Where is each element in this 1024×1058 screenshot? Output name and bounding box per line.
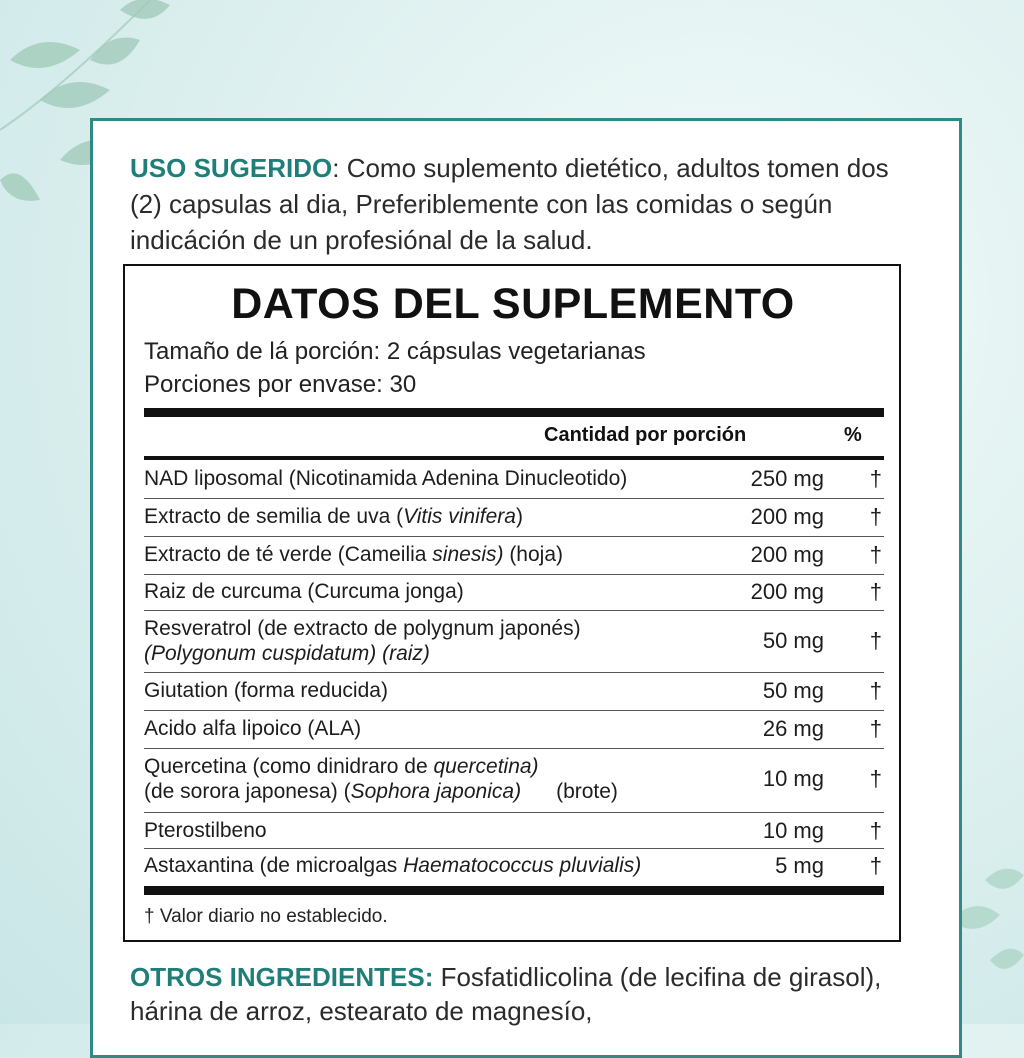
ingredient-amount: 200 mg bbox=[750, 504, 824, 529]
table-row bbox=[144, 672, 884, 711]
suggested-use-text: : Como suplemento dietético, adultos tomen dos (2) capsulas al dia, Preferiblemente con las comidas o según indicáción de un profesiónal de la salud. bbox=[130, 153, 889, 255]
other-ingredients bbox=[130, 960, 930, 1028]
table-row bbox=[144, 536, 884, 575]
ingredient-dv: † bbox=[869, 678, 882, 703]
ingredient-name: Extracto de té verde (Cameilia sinesis) (hoja) bbox=[144, 543, 564, 566]
table-row bbox=[144, 812, 884, 849]
ingredient-amount: 50 mg bbox=[762, 628, 824, 653]
ingredient-name: Astaxantina (de microalgas Haematococcus pluvialis) bbox=[144, 854, 642, 877]
ingredient-amount: 10 mg bbox=[762, 818, 824, 843]
ingredient-dv: † bbox=[869, 504, 882, 529]
ingredient-dv: † bbox=[869, 628, 882, 653]
ingredient-dv: † bbox=[869, 579, 882, 604]
ingredient-dv: † bbox=[869, 466, 882, 491]
suggested-use-label: USO SUGERIDO bbox=[130, 153, 333, 183]
ingredient-amount: 250 mg bbox=[750, 466, 824, 491]
ingredient-name: Resveratrol (de extracto de polygnum japonés) (Polygonum cuspidatum) (raiz) bbox=[144, 617, 581, 665]
ingredient-amount: 50 mg bbox=[762, 678, 824, 703]
ingredient-amount: 200 mg bbox=[750, 542, 824, 567]
bottom-divider bbox=[144, 886, 884, 895]
dv-header: % bbox=[844, 424, 862, 446]
table-row bbox=[144, 574, 884, 611]
ingredient-amount: 5 mg bbox=[775, 853, 824, 878]
table-row bbox=[144, 498, 884, 537]
ingredient-dv: † bbox=[869, 853, 882, 878]
ingredient-dv: † bbox=[869, 818, 882, 843]
other-ingredients-label: OTROS INGREDIENTES: bbox=[130, 962, 434, 992]
servings-per-container: Porciones por envase: 30 bbox=[144, 371, 417, 398]
ingredient-name: Raiz de curcuma (Curcuma jonga) bbox=[144, 580, 464, 603]
footnote: † Valor diario no establecido. bbox=[144, 906, 388, 927]
ingredient-name: Acido alfa lipoico (ALA) bbox=[144, 717, 362, 740]
amount-header: Cantidad por porción bbox=[544, 424, 747, 446]
ingredient-name: Quercetina (como dinidraro de quercetina) (de sorora japonesa) (Sophora japonica) (brote) bbox=[144, 755, 618, 803]
serving-size: Tamaño de lá porción: 2 cápsulas vegetarianas bbox=[144, 338, 646, 365]
facts-title: DATOS DEL SUPLEMENTO bbox=[231, 280, 795, 328]
ingredient-name: Pterostilbeno bbox=[144, 819, 267, 842]
table-row bbox=[144, 460, 884, 499]
table-row bbox=[144, 710, 884, 749]
ingredient-dv: † bbox=[869, 716, 882, 741]
supplement-facts-panel bbox=[123, 264, 901, 942]
ingredient-dv: † bbox=[869, 766, 882, 791]
other-ingredients-text: Fosfatidlicolina (de lecifina de girasol), hárina de arroz, estearato de magnesío, bbox=[130, 962, 882, 1026]
ingredient-amount: 26 mg bbox=[762, 716, 824, 741]
table-row bbox=[144, 610, 884, 673]
thick-divider bbox=[144, 408, 884, 417]
ingredient-name: NAD liposomal (Nicotinamida Adenina Dinucleotido) bbox=[144, 467, 628, 490]
suggested-use bbox=[130, 150, 910, 258]
table-row bbox=[144, 748, 884, 813]
ingredient-dv: † bbox=[869, 542, 882, 567]
ingredient-amount: 200 mg bbox=[750, 579, 824, 604]
table-row bbox=[144, 848, 884, 884]
ingredient-name: Extracto de semilia de uva (Vitis vinifera) bbox=[144, 505, 523, 528]
ingredient-amount: 10 mg bbox=[762, 766, 824, 791]
ingredient-name: Giutation (forma reducida) bbox=[144, 679, 388, 702]
